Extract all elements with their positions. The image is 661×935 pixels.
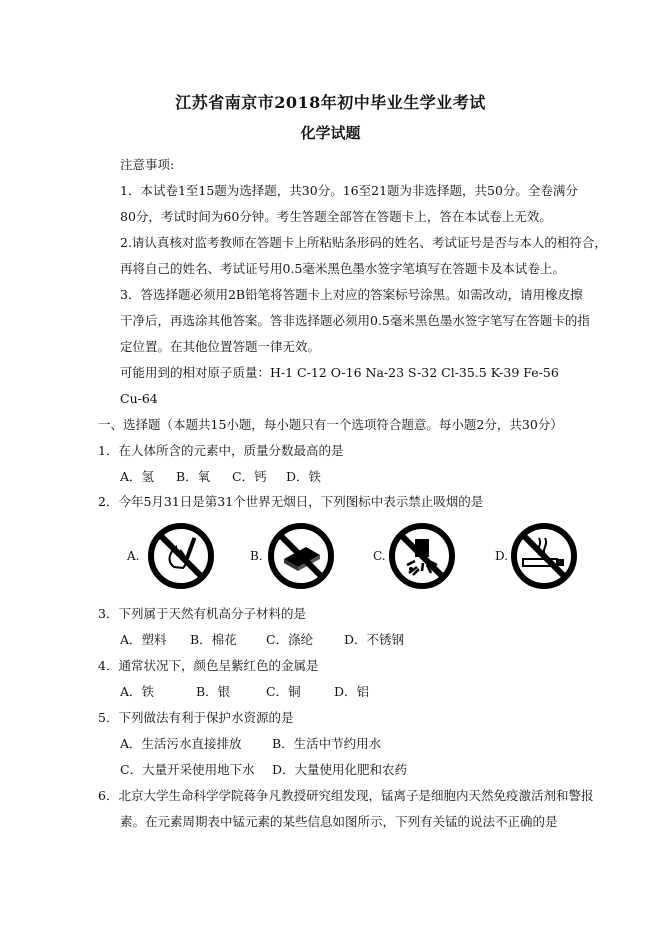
question-4-option-a: A．铁 <box>120 684 155 699</box>
no-smoking-icon <box>509 521 579 591</box>
question-1-option-d: D．铁 <box>286 469 322 484</box>
question-2-label-d: D. <box>495 549 509 563</box>
question-6-line-1: 6．北京大学生命科学学院蒋争凡教授研究组发现，锰离子是细胞内天然免疫激活剂和警报 <box>98 788 594 803</box>
section-1-heading: 一、选择题（本题共15小题，每小题只有一个选项符合题意。每小题2分，共30分） <box>98 417 563 432</box>
question-3-option-b: B．棉花 <box>190 632 237 647</box>
question-5-option-a: A．生活污水直接排放 <box>120 736 242 751</box>
note-2-line-1: 2.请认真核对监考教师在答题卡上所粘贴条形码的姓名、考试证号是否与本人的相符合， <box>120 235 607 250</box>
question-5-option-c: C．大量开采使用地下水 <box>120 762 255 777</box>
note-3-line-1: 3．答选择题必须用2B铅笔将答题卡上对应的答案标号涂黑。如需改动，请用橡皮擦 <box>120 287 583 302</box>
note-1-line-2: 80分，考试时间为60分钟。考生答题全部答在答题卡上，答在本试卷上无效。 <box>120 209 552 224</box>
question-2-stem: 2．今年5月31日是第31个世界无烟日，下列图标中表示禁止吸烟的是 <box>98 494 484 509</box>
question-6-line-2: 素。在元素周期表中锰元素的某些信息如图所示，下列有关锰的说法不正确的是 <box>120 814 558 829</box>
atomic-mass-line-2: Cu-64 <box>120 391 158 406</box>
question-4-stem: 4．通常状况下，颜色呈紫红色的金属是 <box>98 658 319 673</box>
question-4-option-b: B．银 <box>196 684 231 699</box>
question-2-label-a: A. <box>127 549 140 563</box>
question-2-label-c: C. <box>373 549 386 563</box>
question-3-stem: 3．下列属于天然有机高分子材料的是 <box>98 606 306 621</box>
question-4-option-c: C．铜 <box>266 684 301 699</box>
note-2-line-2: 再将自己的姓名、考试证号用0.5毫米黑色墨水签字笔填写在答题卡及本试卷上。 <box>120 261 565 276</box>
question-1-option-c: C．钙 <box>232 469 267 484</box>
question-2-label-b: B. <box>250 549 263 563</box>
note-3-line-2: 干净后，再选涂其他答案。答非选择题必须用0.5毫米黑色墨水签字笔写在答题卡的指 <box>120 313 590 328</box>
note-1-line-1: 1．本试卷1至15题为选择题，共30分。16至21题为非选择题，共50分。全卷满分 <box>120 183 578 198</box>
question-4-option-d: D．铝 <box>334 684 370 699</box>
exam-subtitle: 化学试题 <box>300 124 361 142</box>
atomic-mass-line-1: 可能用到的相对原子质量：H-1 C-12 O-16 Na-23 S-32 Cl-35.5 K-39 Fe-56 <box>120 365 559 380</box>
question-1-stem: 1．在人体所含的元素中，质量分数最高的是 <box>98 443 344 458</box>
no-fire-icon <box>146 521 216 591</box>
question-1-option-b: B．氧 <box>176 469 211 484</box>
question-1-option-a: A．氢 <box>120 469 155 484</box>
no-fireworks-icon <box>387 521 457 591</box>
exam-title: 江苏省南京市2018年初中毕业生学业考试 <box>175 93 486 112</box>
notes-heading: 注意事项: <box>120 157 175 172</box>
question-3-option-c: C．涤纶 <box>266 632 314 647</box>
question-5-option-b: B．生活中节约用水 <box>272 736 382 751</box>
question-3-option-d: D．不锈钢 <box>344 632 405 647</box>
question-5-option-d: D．大量使用化肥和农药 <box>272 762 408 777</box>
question-5-stem: 5．下列做法有利于保护水资源的是 <box>98 710 294 725</box>
question-3-option-a: A．塑料 <box>120 632 167 647</box>
no-burning-materials-icon <box>266 521 336 591</box>
note-3-line-3: 定位置。在其他位置答题一律无效。 <box>120 339 321 354</box>
